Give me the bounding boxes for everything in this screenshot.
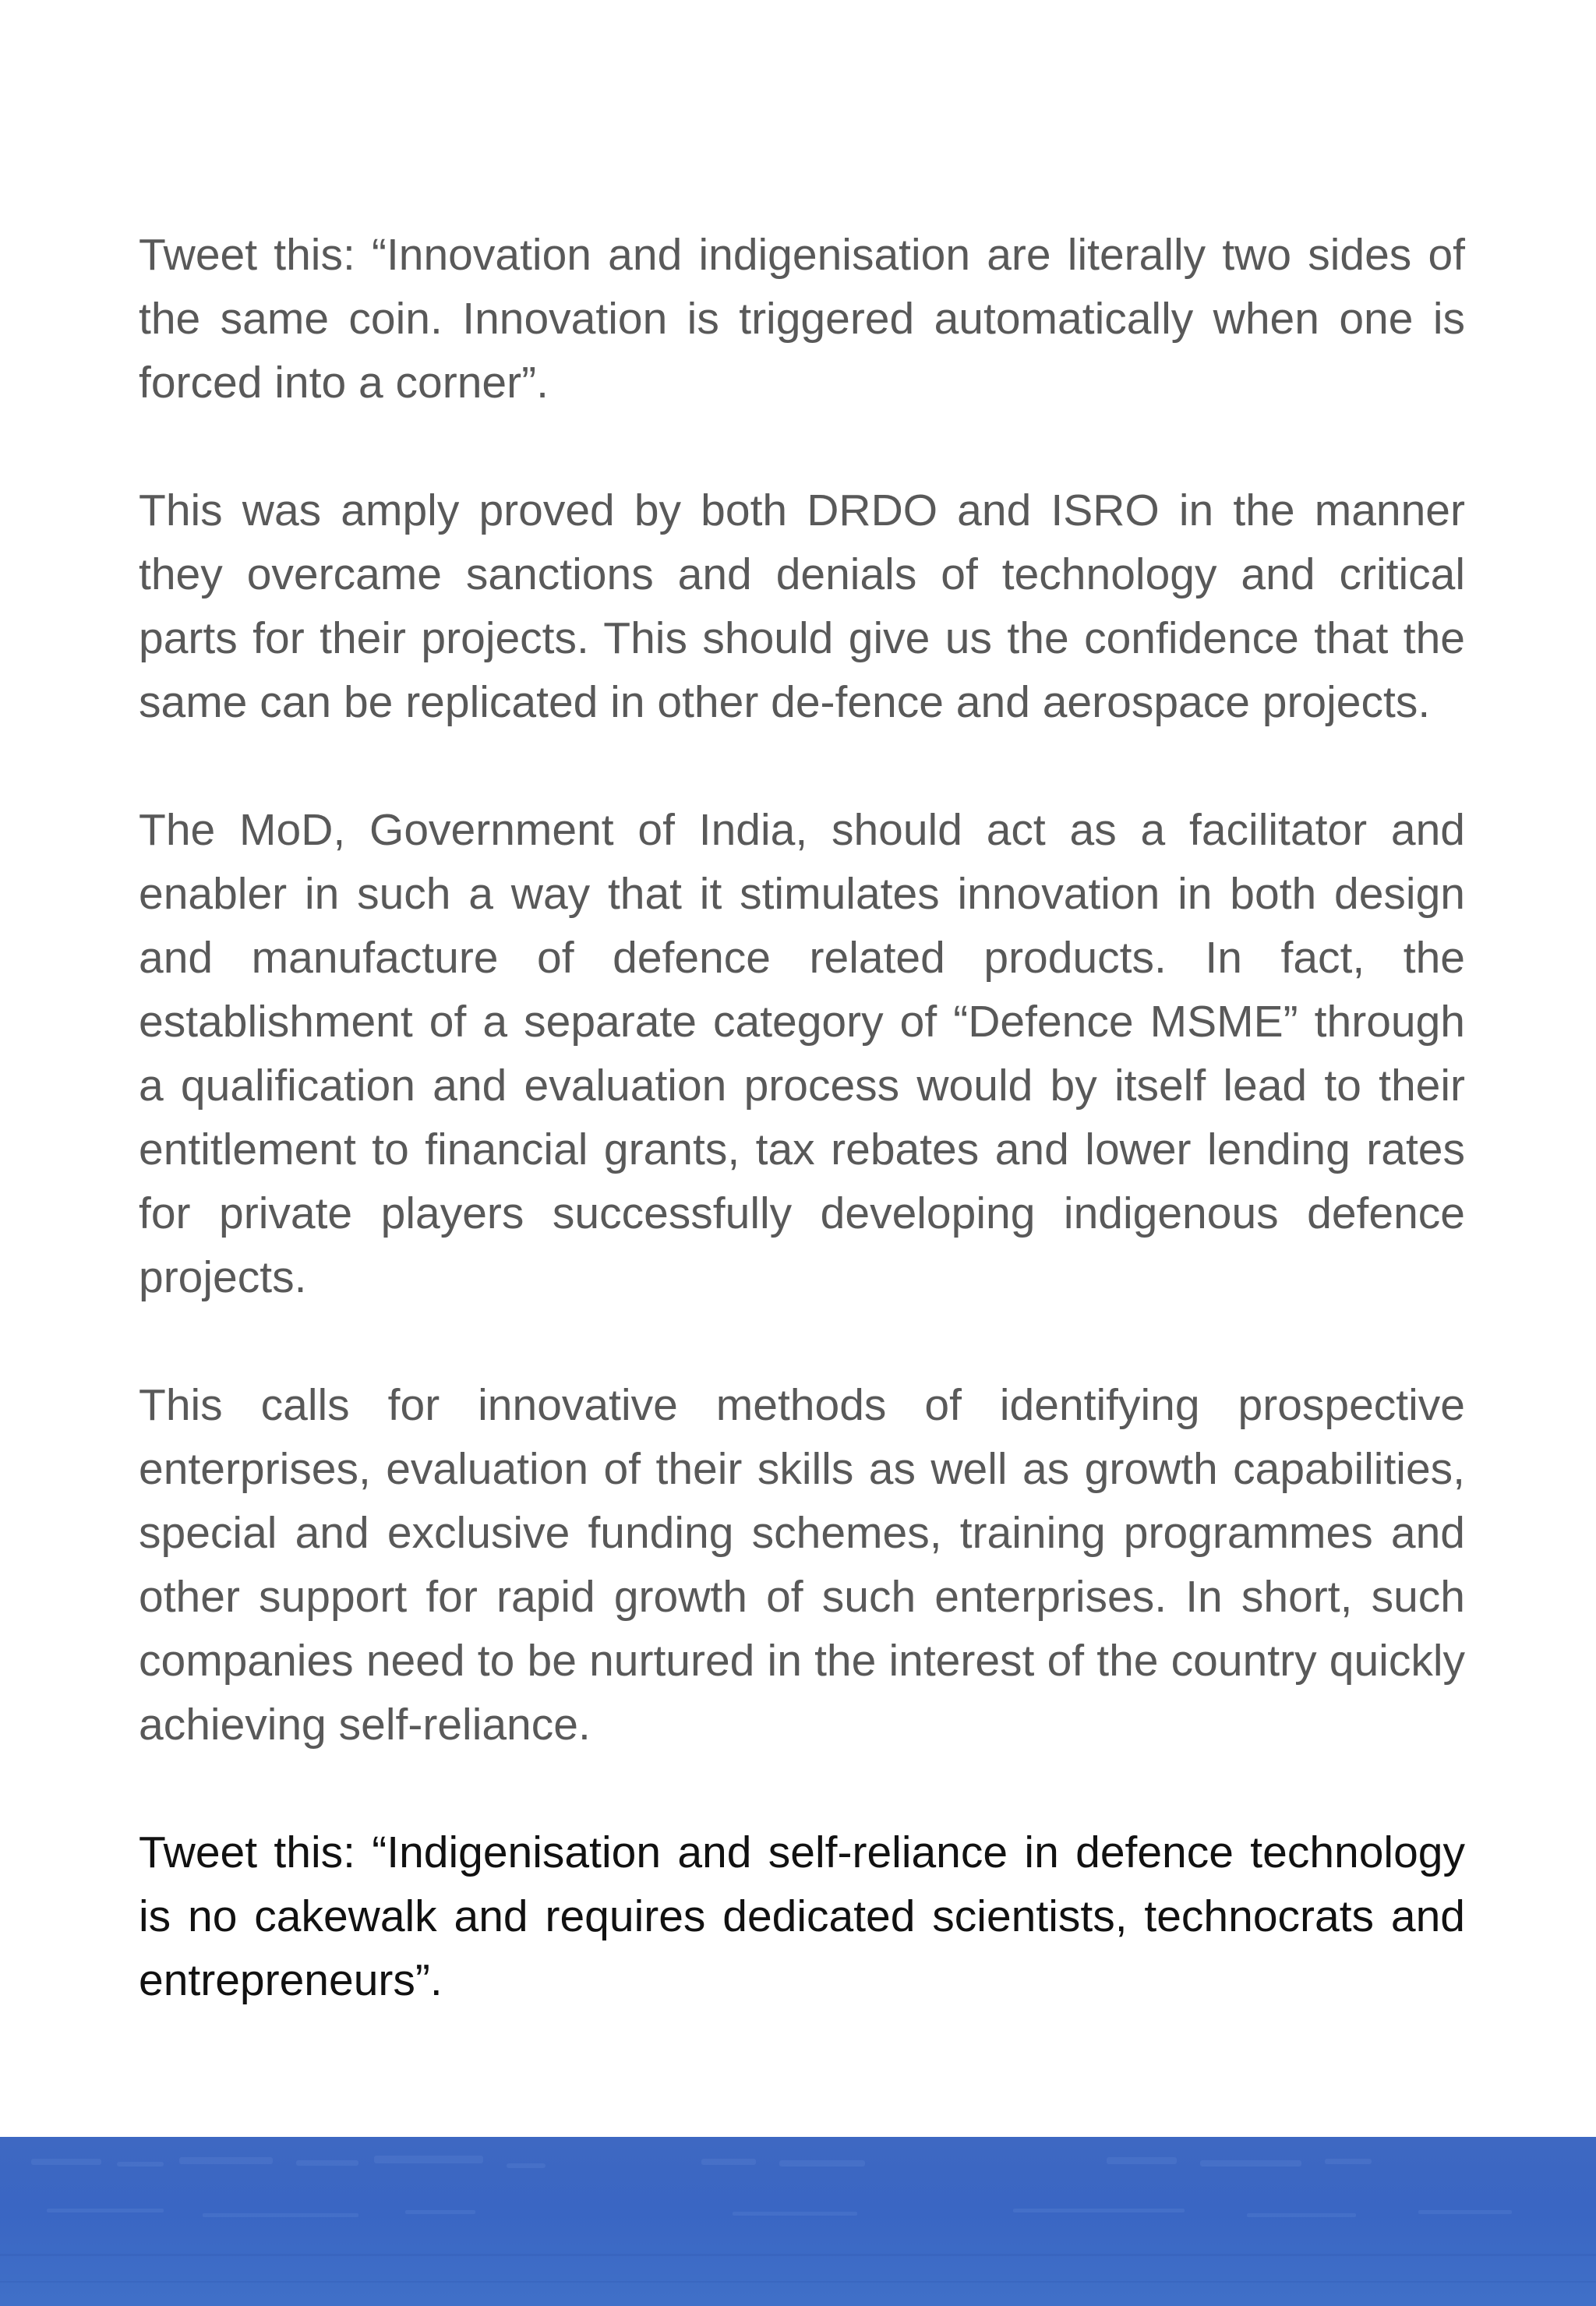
paragraph-mod-facilitator: The MoD, Government of India, should act as a facilitator and enabler in such a way that it stimulates innovation in both design and manufacture of defence related products. In fact, the establishment of a separate category of “Defence MSME” through a qualification and evaluation process would by itself lead to their entitlement to financial grants, tax rebates and lower lending rates for private players successfully developing indigenous defence projects. [139,805,1465,1302]
footer-texture [0,2137,1596,2306]
paragraph-drdo-isro: This was amply proved by both DRDO and ISRO in the manner they overcame sanctions and denials of technology and critical parts for their projects. This should give us the confidence that the same can be replicated in other de-fence and aerospace projects. [139,486,1465,727]
paragraph-innovative-methods: This calls for innovative methods of identifying prospective enterprises, evaluation of their skills as well as growth capabilities, special and exclusive funding schemes, training programmes and other support for rapid growth of such enterprises. In short, such companies need to be nurtured in the interest of the country quickly achieving self-reliance. [139,1380,1465,1750]
tweet-quote-innovation: Tweet this: “Innovation and indigenisation are literally two sides of the same coin. Innovation is triggered automatically when one is forced into a corner”. [139,230,1465,408]
footer-band [0,2137,1596,2306]
article-body [139,223,1465,2076]
tweet-quote-self-reliance: Tweet this: “Indigenisation and self-reliance in defence technology is no cakewalk and requires dedicated scientists, technocrats and entrepreneurs”. [139,1827,1465,2005]
